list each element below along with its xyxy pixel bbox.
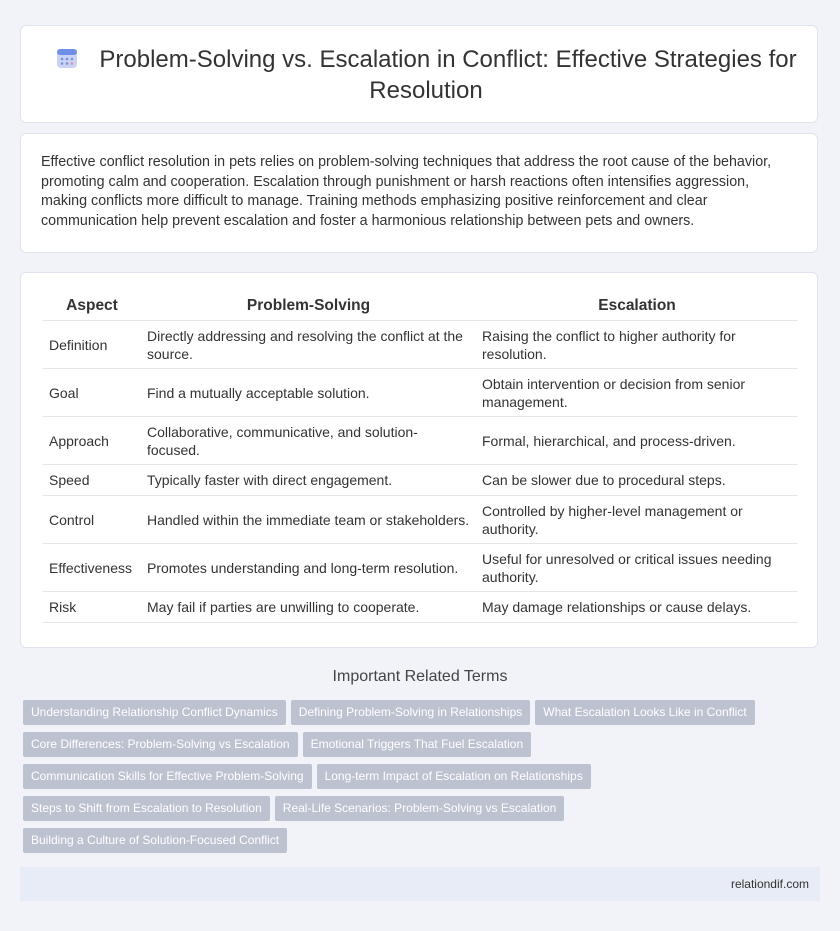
footer [20, 867, 820, 901]
problem-solving-cell: Promotes understanding and long-term resolution. [141, 544, 476, 592]
escalation-cell: May damage relationships or cause delays. [476, 592, 798, 623]
aspect-cell: Control [43, 496, 141, 544]
table-row [43, 321, 798, 369]
intro-paragraph: Effective conflict resolution in pets relies on problem-solving techniques that address the root cause of the behavior, promoting calm and cooperation. Escalation through punishment or harsh reactions often intensifies aggression, making conflicts more difficult to manage. Training methods emphasizing positive reinforcement and clear communication help prevent escalation and foster a harmonious relationship between pets and owners. [41, 154, 772, 229]
aspect-cell: Speed [43, 465, 141, 496]
escalation-cell: Obtain intervention or decision from senior management. [476, 369, 798, 417]
table-row [43, 496, 798, 544]
aspect-cell: Risk [43, 592, 141, 623]
header-problem-solving: Problem-Solving [141, 292, 476, 321]
related-term-tag[interactable]: Long-term Impact of Escalation on Relationships [317, 764, 591, 789]
escalation-cell: Formal, hierarchical, and process-driven. [476, 417, 798, 465]
escalation-cell: Useful for unresolved or critical issues needing authority. [476, 544, 798, 592]
table-row [43, 592, 798, 623]
related-terms-tags [23, 700, 813, 860]
header-aspect: Aspect [43, 292, 141, 321]
related-terms-heading: Important Related Terms [332, 668, 508, 685]
problem-solving-cell: May fail if parties are unwilling to cooperate. [141, 592, 476, 623]
related-term-tag[interactable]: Building a Culture of Solution-Focused Conflict [23, 828, 287, 853]
header-escalation: Escalation [476, 292, 798, 321]
table-row [43, 465, 798, 496]
problem-solving-cell: Typically faster with direct engagement. [141, 465, 476, 496]
related-term-tag[interactable]: Understanding Relationship Conflict Dynamics [23, 700, 286, 725]
problem-solving-cell: Handled within the immediate team or stakeholders. [141, 496, 476, 544]
calendar-icon [55, 46, 79, 70]
title-card [20, 25, 818, 123]
footer-site-link[interactable]: relationdif.com [730, 877, 809, 891]
related-term-tag[interactable]: Core Differences: Problem-Solving vs Escalation [23, 732, 298, 757]
comparison-table-card [20, 272, 818, 648]
table-row [43, 417, 798, 465]
aspect-cell: Approach [43, 417, 141, 465]
escalation-cell: Controlled by higher-level management or authority. [476, 496, 798, 544]
table-row [43, 544, 798, 592]
problem-solving-cell: Collaborative, communicative, and solution-focused. [141, 417, 476, 465]
problem-solving-cell: Directly addressing and resolving the conflict at the source. [141, 321, 476, 369]
aspect-cell: Goal [43, 369, 141, 417]
page-title: Problem-Solving vs. Escalation in Conflict: Effective Strategies for Resolution [99, 46, 797, 104]
related-term-tag[interactable]: Real-Life Scenarios: Problem-Solving vs Escalation [275, 796, 564, 821]
table-header-row [43, 292, 798, 321]
comparison-table [43, 292, 798, 623]
related-term-tag[interactable]: Emotional Triggers That Fuel Escalation [303, 732, 532, 757]
escalation-cell: Raising the conflict to higher authority for resolution. [476, 321, 798, 369]
problem-solving-cell: Find a mutually acceptable solution. [141, 369, 476, 417]
related-term-tag[interactable]: Defining Problem-Solving in Relationships [291, 700, 530, 725]
table-row [43, 369, 798, 417]
aspect-cell: Definition [43, 321, 141, 369]
related-term-tag[interactable]: What Escalation Looks Like in Conflict [535, 700, 754, 725]
related-term-tag[interactable]: Communication Skills for Effective Problem-Solving [23, 764, 312, 789]
escalation-cell: Can be slower due to procedural steps. [476, 465, 798, 496]
related-term-tag[interactable]: Steps to Shift from Escalation to Resolution [23, 796, 270, 821]
aspect-cell: Effectiveness [43, 544, 141, 592]
intro-card [20, 133, 818, 253]
page-title-wrap [51, 44, 801, 106]
